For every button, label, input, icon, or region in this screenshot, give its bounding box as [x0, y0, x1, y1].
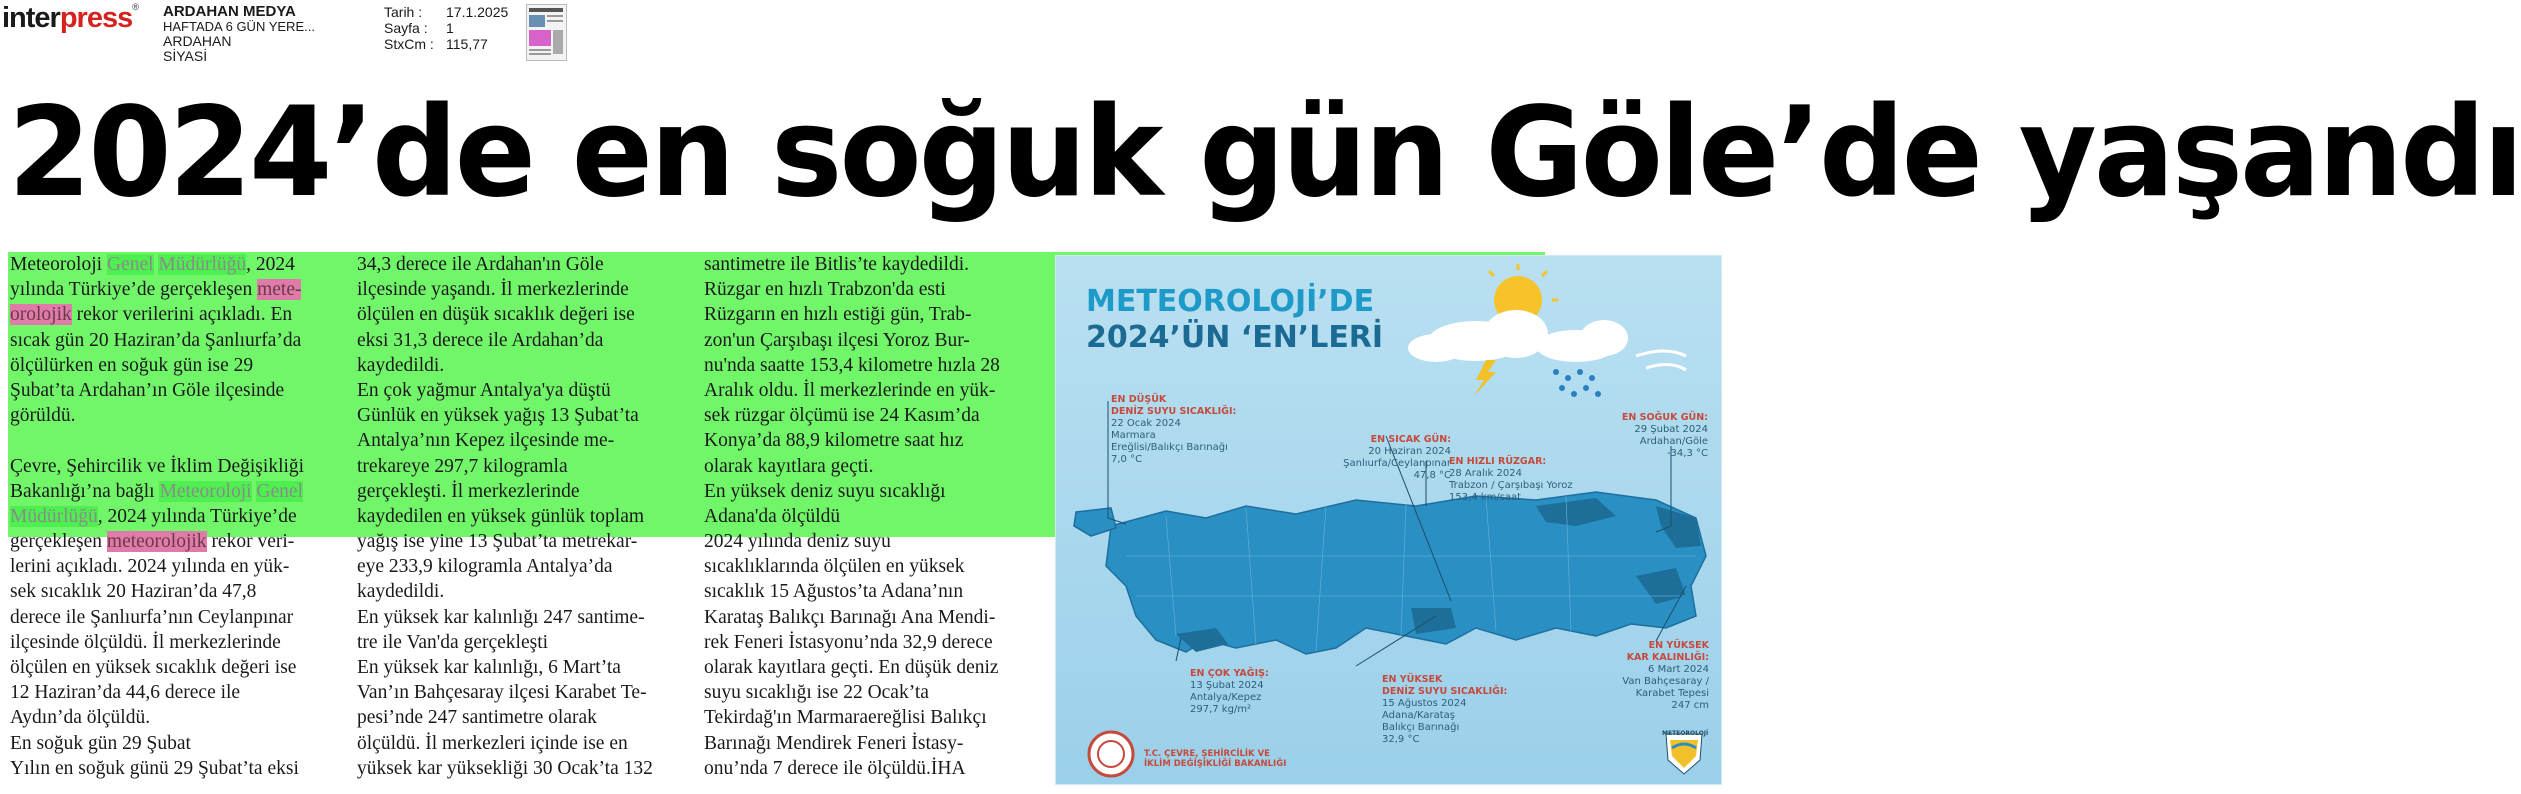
callout-snow-text: 6 Mart 2024 Van Bahçesaray / Karabet Tepesi 247 cm	[1622, 664, 1709, 711]
article-line	[357, 403, 682, 428]
article-text: rekor verilerini açıkladı. En	[71, 304, 293, 326]
page-value: 1	[446, 20, 454, 36]
callout-snow	[1556, 640, 1709, 712]
size-label: StxCm :	[384, 36, 434, 52]
article-text: 2024 yılında deniz suyu	[704, 531, 891, 553]
callout-sea-high-label: EN YÜKSEK DENİZ SUYU SICAKLIĞI:	[1382, 674, 1508, 697]
publication-info	[163, 4, 315, 64]
article-line	[357, 378, 682, 403]
article-text: tre ile Van'da gerçekleşti	[357, 631, 549, 653]
article-text: yılında Türkiye’de gerçekleşen	[10, 279, 258, 301]
article-line	[10, 680, 330, 705]
article-text: Yılın en soğuk günü 29 Şubat’ta eksi	[10, 757, 299, 779]
keyword-highlight-green: Genel	[106, 254, 154, 275]
ministry-name: T.C. ÇEVRE, ŞEHİRCİLİK VE İKLİM DEĞİŞİKLİĞİ BAKANLIĞI	[1144, 749, 1287, 769]
article-line	[704, 680, 1039, 705]
article-text: Meteoroloji	[10, 254, 107, 275]
article-text: ölçülen en düşük sıcaklık değeri ise	[357, 304, 635, 326]
logo-registered-mark: ®	[132, 2, 138, 12]
article-line	[10, 479, 330, 504]
article-line	[704, 554, 1039, 579]
article-text: Bakanlığı’na bağlı	[10, 480, 160, 502]
article-text: kaydedilen en yüksek günlük toplam	[357, 505, 645, 527]
article-text: 34,3 derece ile Ardahan'ın Göle	[357, 254, 604, 275]
callout-hot	[1281, 434, 1451, 482]
article-line	[704, 428, 1039, 453]
infographic	[1055, 255, 1722, 785]
article-text: yağış ise yine 13 Şubat’ta metrekar-	[357, 531, 638, 553]
keyword-highlight-green: Meteoroloji	[159, 480, 252, 502]
article-text: santimetre ile Bitlis’te kaydedildi.	[704, 254, 970, 275]
article-text: Konya’da 88,9 kilometre saat hız	[704, 430, 964, 452]
publication-frequency: HAFTADA 6 GÜN YERE...	[163, 19, 315, 34]
article-text: eksi 31,3 derece ile Ardahan’da	[357, 329, 604, 351]
article-text: En yüksek deniz suyu sıcaklığı	[704, 480, 946, 502]
article-line	[10, 328, 330, 353]
callout-wind	[1449, 456, 1573, 504]
article-line	[10, 529, 330, 554]
article-text: görüldü.	[10, 405, 76, 427]
article-line	[10, 731, 330, 756]
article-text: derece ile Şanlıurfa’nın Ceylanpınar	[10, 606, 294, 628]
meteoroloji-logo-text: METEOROLOJİ	[1662, 730, 1709, 737]
article-text: olarak kayıtlara geçti. En düşük deniz	[704, 657, 999, 678]
article-line	[357, 328, 682, 353]
article-line	[704, 756, 1039, 781]
callout-sea-high-text: 15 Ağustos 2024 Adana/Karataş Balıkçı Barınağı 32,9 °C	[1382, 698, 1467, 745]
page-label: Sayfa :	[384, 20, 428, 36]
article-text: Aralık oldu. İl merkezlerinde en yük-	[704, 379, 996, 401]
article-line	[704, 605, 1039, 630]
article-text: Karataş Balıkçı Barınağı Ana Mendi-	[704, 606, 996, 628]
keyword-highlight-green: Müdürlüğü	[158, 254, 247, 275]
article-line	[357, 529, 682, 554]
size-value: 115,77	[446, 36, 488, 52]
article-text: Günlük en yüksek yağış 13 Şubat’ta	[357, 405, 639, 427]
article-text: nu'nda saatte 153,4 kilometre hızla 28	[704, 354, 1000, 376]
article-text: Rüzgarın en hızlı estiği gün, Trab-	[704, 304, 972, 326]
article-line	[10, 756, 330, 781]
article-text: , 2024	[246, 254, 295, 275]
article-text: zon'un Çarşıbaşı ilçesi Yoroz Bur-	[704, 329, 970, 351]
article-text: trekareye 297,7 kilogramla	[357, 455, 568, 477]
publication-name: ARDAHAN MEDYA	[163, 3, 296, 20]
article-text: sek sıcaklık 20 Haziran’da 47,8	[10, 581, 257, 603]
article-text: pesi’nde 247 santimetre olarak	[357, 707, 597, 729]
article-line	[357, 504, 682, 529]
article-line	[10, 605, 330, 630]
ministry-emblem	[1089, 732, 1133, 776]
article-line	[357, 680, 682, 705]
callout-snow-label: EN YÜKSEK KAR KALINLIĞI:	[1626, 640, 1709, 663]
article-text: , 2024 yılında Türkiye’de	[97, 505, 297, 527]
page-thumbnail[interactable]	[526, 4, 567, 61]
callout-rain	[1190, 668, 1269, 716]
article-line	[10, 705, 330, 730]
article-text: Adana'da ölçüldü	[704, 505, 841, 527]
interpress-logo	[2, 2, 138, 35]
article-line	[704, 705, 1039, 730]
article-line	[704, 731, 1039, 756]
article-line	[10, 454, 330, 479]
logo-text-accent: press	[59, 2, 133, 34]
article-text: sek rüzgar ölçümü ise 24 Kasım’da	[704, 405, 980, 427]
article-line	[704, 454, 1039, 479]
article-text: 12 Haziran’da 44,6 derece ile	[10, 682, 241, 704]
article-line	[704, 579, 1039, 604]
article-text: ölçüldü. İl merkezleri içinde ise en	[357, 732, 628, 754]
article-text: sıcaklıklarında ölçülen en yüksek	[704, 556, 965, 578]
article-line	[357, 705, 682, 730]
article-text: sıcaklık 15 Ağustos’ta Adana’nın	[704, 581, 964, 603]
article-line	[357, 579, 682, 604]
article-column-1	[10, 252, 330, 781]
article-text: suyu sıcaklığı ise 22 Ocak’ta	[704, 682, 929, 704]
article-text: En yüksek kar kalınlığı, 6 Mart’ta	[357, 657, 621, 678]
article-text: Tekirdağ'ın Marmaraereğlisi Balıkçı	[704, 707, 987, 729]
article-line	[704, 630, 1039, 655]
article-line	[704, 277, 1039, 302]
article-line	[357, 454, 682, 479]
article-headline: 2024’de en soğuk gün Göle’de yaşandı	[8, 81, 2521, 225]
article-text: En çok yağmur Antalya'ya düştü	[357, 379, 611, 401]
article-text: olarak kayıtlara geçti.	[704, 455, 874, 477]
callout-sea-low	[1111, 394, 1236, 466]
article-line	[10, 353, 330, 378]
article-line	[704, 504, 1039, 529]
callout-cold	[1556, 412, 1708, 460]
article-text: eye 233,9 kilogramla Antalya’da	[357, 556, 613, 578]
keyword-highlight-pink: mete-	[257, 279, 302, 301]
article-line	[357, 252, 682, 277]
article-line	[704, 529, 1039, 554]
callout-sea-low-text: 22 Ocak 2024 Marmara Ereğlisi/Balıkçı Barınağı 7,0 °C	[1111, 418, 1228, 465]
callout-wind-label: EN HIZLI RÜZGAR:	[1449, 456, 1547, 467]
article-text: Şubat’ta Ardahan’ın Göle ilçesinde	[10, 379, 285, 401]
date-label: Tarih :	[384, 4, 423, 20]
article-column-2	[357, 252, 682, 781]
article-line	[704, 328, 1039, 353]
article-line	[704, 655, 1039, 680]
article-text: Aydın’da ölçüldü.	[10, 707, 151, 729]
article-text: gerçekleşti. İl merkezlerinde	[357, 480, 580, 502]
callout-sea-low-label: EN DÜŞÜK DENİZ SUYU SICAKLIĞI:	[1111, 394, 1237, 417]
article-line	[357, 302, 682, 327]
keyword-highlight-green: Genel	[256, 480, 303, 502]
clipping-meta	[384, 4, 508, 52]
article-text: Çevre, Şehircilik ve İklim Değişikliği	[10, 455, 305, 477]
turkey-map	[1074, 492, 1706, 654]
callout-wind-text: 28 Aralık 2024 Trabzon / Çarşıbaşı Yoroz 153,4 km/saat	[1449, 468, 1573, 503]
logo-text-main: inter	[2, 2, 60, 34]
article-text: sıcak gün 20 Haziran’da Şanlıurfa’da	[10, 329, 302, 351]
article-text: kaydedildi.	[357, 354, 445, 376]
article-text: ilçesinde ölçüldü. İl merkezlerinde	[10, 631, 281, 653]
article-line	[10, 252, 330, 277]
article-line	[704, 378, 1039, 403]
article-text: Rüzgar en hızlı Trabzon'da esti	[704, 279, 946, 301]
article-line	[10, 579, 330, 604]
clipping-header	[0, 0, 1725, 66]
keyword-highlight-green: Müdürlüğü	[10, 505, 98, 527]
article-text: En soğuk gün 29 Şubat	[10, 732, 191, 754]
article-line	[357, 731, 682, 756]
article-text: Antalya’nın Kepez ilçesinde me-	[357, 430, 615, 452]
article-line	[704, 252, 1039, 277]
article-line	[704, 302, 1039, 327]
publication-section: SİYASİ	[163, 48, 208, 64]
article-line	[10, 403, 330, 428]
article-text: En yüksek kar kalınlığı 247 santime-	[357, 606, 645, 628]
article-text: lerini açıkladı. 2024 yılında en yük-	[10, 556, 290, 578]
callout-cold-text: 29 Şubat 2024 Ardahan/Göle -34,3 °C	[1634, 424, 1708, 459]
callout-rain-label: EN ÇOK YAĞIŞ:	[1190, 668, 1269, 679]
callout-hot-text: 20 Haziran 2024 Şanlıurfa/Ceylanpınar 47,8 °C	[1343, 446, 1451, 481]
article-text: ilçesinde yaşandı. İl merkezlerinde	[357, 279, 629, 301]
article-line	[357, 554, 682, 579]
article-line	[357, 277, 682, 302]
article-text: rek Feneri İstasyonu’nda 32,9 derece	[704, 631, 993, 653]
article-line	[10, 655, 330, 680]
article-line	[10, 378, 330, 403]
article-line	[357, 353, 682, 378]
article-text: yüksek kar yüksekliği 30 Ocak’ta 132	[357, 757, 653, 779]
date-value: 17.1.2025	[446, 4, 509, 20]
infographic-title-line2: 2024’ÜN ‘EN’LERİ	[1086, 320, 1384, 355]
article-line	[357, 428, 682, 453]
publication-city: ARDAHAN	[163, 33, 232, 49]
article-line	[10, 554, 330, 579]
article-line	[10, 428, 330, 453]
article-text: gerçekleşen	[10, 531, 107, 553]
article-text: rekor veri-	[206, 531, 295, 553]
article-line	[357, 756, 682, 781]
callout-sea-high	[1382, 674, 1507, 746]
article-line	[10, 630, 330, 655]
infographic-title-line1: METEOROLOJİ’DE	[1086, 284, 1375, 319]
article-line	[357, 655, 682, 680]
callout-cold-label: EN SOĞUK GÜN:	[1621, 412, 1708, 423]
article-line	[357, 630, 682, 655]
article-text: ölçülen en yüksek sıcaklık değeri ise	[10, 657, 297, 678]
callout-hot-label: EN SICAK GÜN:	[1370, 434, 1451, 445]
article-line	[10, 277, 330, 302]
keyword-highlight-pink: orolojik	[10, 304, 72, 326]
article-text: Van’ın Bahçesaray ilçesi Karabet Te-	[357, 682, 647, 704]
article-text: onu’nda 7 derece ile ölçüldü.İHA	[704, 757, 966, 779]
article-text: ölçülürken en soğuk gün ise 29	[10, 354, 254, 376]
keyword-highlight-pink: meteorolojik	[106, 531, 207, 553]
article-line	[704, 479, 1039, 504]
article-line	[704, 403, 1039, 428]
article-line	[704, 353, 1039, 378]
article-text: Barınağı Mendirek Feneri İstasy-	[704, 732, 964, 754]
callout-rain-text: 13 Şubat 2024 Antalya/Kepez 297,7 kg/m²	[1190, 680, 1264, 715]
article-line	[10, 504, 330, 529]
article-line	[10, 302, 330, 327]
article-column-3	[704, 252, 1039, 781]
article-text: kaydedildi.	[357, 581, 445, 603]
article-line	[357, 479, 682, 504]
article-line	[357, 605, 682, 630]
